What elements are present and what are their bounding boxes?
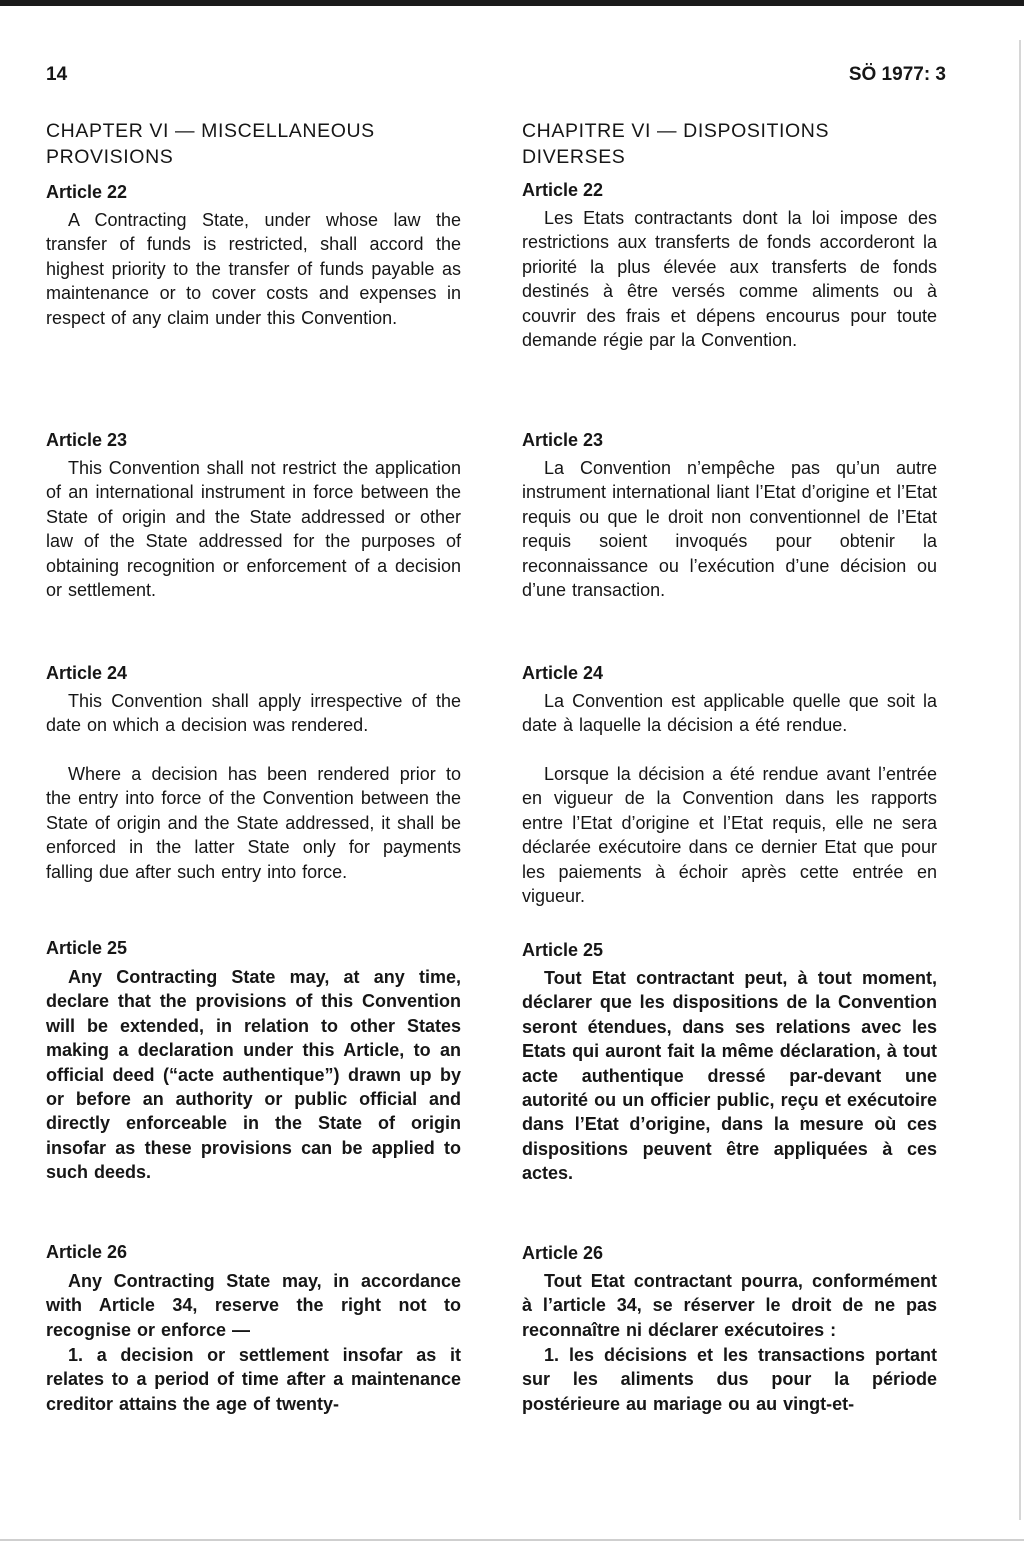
article-24-text-1-fr: La Convention est applicable quelle que soit la date à laquelle la décision a été rendue.	[522, 691, 937, 736]
article-25-title-fr: Article 25	[522, 940, 604, 960]
article-24-title-en: Article 24	[46, 663, 128, 683]
page-number: 14	[46, 64, 68, 85]
article-26-text-2-fr: 1. les décisions et les transactions portant sur les aliments dus pour la période postérieure au mariage ou au vingt-et-	[522, 1345, 937, 1414]
article-24-title-fr: Article 24	[522, 663, 604, 683]
article-23-text-en: This Convention shall not restrict the application of an international instrument in force between the State of origin and the State addressed or other law of the State addressed for the purposes of obtaining recognition or enforcement of a decision or settlement.	[46, 458, 461, 601]
article-26-title-en: Article 26	[46, 1242, 128, 1262]
article-26-text-1-fr: Tout Etat contractant pourra, conformément à l’article 34, se réserver le droit de ne pas reconnaître ni déclarer exécutoires :	[522, 1271, 937, 1340]
article-26-text-1-en: Any Contracting State may, in accordance with Article 34, reserve the right not to recognise or enforce —	[46, 1271, 461, 1340]
article-25-title-en: Article 25	[46, 938, 128, 958]
article-22-text-fr: Les Etats contractants dont la loi impose des restrictions aux transferts de fonds accorderont la priorité la plus élevée aux transferts de fonds destinés à être versés comme aliments ou à couvrir des frais et dépens encourus pour toute demande régie par la Convention.	[522, 208, 937, 351]
article-24-text-2-en: Where a decision has been rendered prior to the entry into force of the Convention between the State of origin and the State addressed, it shall be enforced in the latter State only for payments falling due after such entry into force.	[46, 764, 461, 882]
article-25-text-fr: Tout Etat contractant peut, à tout moment, déclarer que les dispositions de la Convention seront étendues, dans ses relations avec les Etats qui auront fait la même déclaration, à tout acte authentique dressé par-devant une autorité ou un officier public, reçu et exécutoire dans l’Etat d’origine, dans la mesure où ces dispositions peuvent être appliquées à ces actes.	[522, 968, 937, 1184]
article-26-title-fr: Article 26	[522, 1243, 604, 1263]
article-23-title-fr: Article 23	[522, 430, 604, 450]
article-22-title-en: Article 22	[46, 182, 128, 202]
page-top-border	[0, 0, 1024, 6]
article-23-text-fr: La Convention n’empêche pas qu’un autre instrument international liant l’Etat d’origine et l’Etat requis ou que le droit non conventionnel de l’Etat requis soient invoqués pour obtenir la reconnaissance ou l’exécution d’une décision ou d’une transaction.	[522, 458, 937, 601]
chapter-heading-en: CHAPTER VI — MISCELLANEOUS PROVISIONS	[46, 120, 375, 168]
publication-reference: SÖ 1977: 3	[848, 64, 946, 85]
article-24-text-1-en: This Convention shall apply irrespective of the date on which a decision was rendered.	[46, 691, 461, 736]
article-22-text-en: A Contracting State, under whose law the transfer of funds is restricted, shall accord the highest priority to the transfer of funds payable as maintenance or to cover costs and expenses in respect of any claim under this Convention.	[46, 210, 461, 328]
article-25-text-en: Any Contracting State may, at any time, declare that the provisions of this Convention will be extended, in relation to other States making a declaration under this Article, to an official deed (“acte authentique”) drawn up by or before an authority or public official and directly enforceable in the State of origin insofar as these provisions can be applied to such deeds.	[46, 967, 461, 1183]
article-24-text-2-fr: Lorsque la décision a été rendue avant l’entrée en vigueur de la Convention dans les rapports entre l’Etat d’origine et l’Etat requis, elle ne sera déclarée exécutoire dans ce dernier Etat que pour les paiements à échoir après cette entrée en vigueur.	[522, 764, 937, 907]
chapter-heading-fr: CHAPITRE VI — DISPOSITIONS DIVERSES	[522, 120, 830, 168]
article-22-title-fr: Article 22	[522, 180, 604, 200]
article-23-title-en: Article 23	[46, 430, 128, 450]
page-right-border	[1019, 40, 1021, 1520]
article-26-text-2-en: 1. a decision or settlement insofar as it relates to a period of time after a maintenance creditor attains the age of twenty-	[46, 1345, 461, 1414]
